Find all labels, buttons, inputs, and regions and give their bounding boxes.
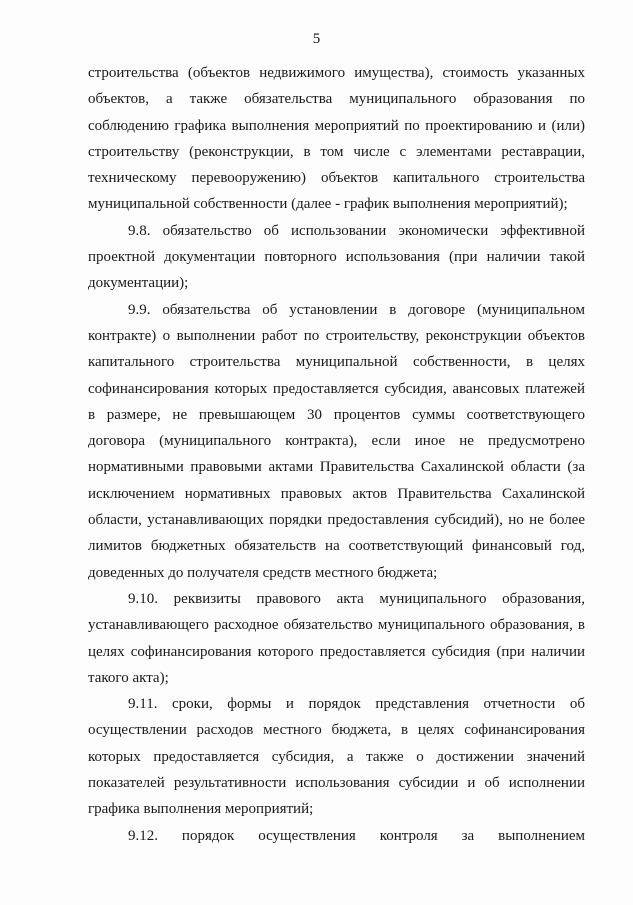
paragraph-9-9: 9.9. обязательства об установлении в договоре (муниципальном контракте) о выполнении работ по строительству, реконструкции объектов капитального строительства муниципальной собственности, в целях софинансирования которых предоставляется субсидия, авансовых платежей в размере, не превышающем 30 процентов суммы соответствующего договора (муниципального контракта), если иное не предусмотрено нормативными правовыми актами Правительства Сахалинской области (за исключением нормативных правовых актов Правительства Сахалинской области, устанавливающих порядки предоставления субсидий), но не более лимитов бюджетных обязательств на соответствующий финансовый год, доведенных до получателя средств местного бюджета; <box>88 301 585 581</box>
paragraph-9-11: 9.11. сроки, формы и порядок представления отчетности об осуществлении расходов местного бюджета, в целях софинансирования которых предоставляется субсидия, а также о достижении значений показателей результативности использования субсидии и об исполнении графика выполнения мероприятий; <box>88 696 585 818</box>
paragraph-9-12: 9.12. порядок осуществления контроля за выполнением <box>128 827 585 844</box>
paragraph-9-8: 9.8. обязательство об использовании экономически эффективной проектной документации повторного использования (при наличии такой документации); <box>88 222 585 292</box>
paragraph-9-10: 9.10. реквизиты правового акта муниципального образования, устанавливающего расходное обязательство муниципального образования, в целях софинансирования которого предоставляется субсидия (при наличии такого акта); <box>88 590 585 686</box>
document-body <box>88 60 585 849</box>
paragraph-continuation: строительства (объектов недвижимого имущества), стоимость указанных объектов, а также обязательства муниципального образования по соблюдению графика выполнения мероприятий по проектированию и (или) строительству (реконструкции, в том числе с элементами реставрации, техническому перевооружению) объектов капитального строительства муниципальной собственности (далее - график выполнения мероприятий); <box>88 65 585 213</box>
page-number: 5 <box>312 31 321 47</box>
